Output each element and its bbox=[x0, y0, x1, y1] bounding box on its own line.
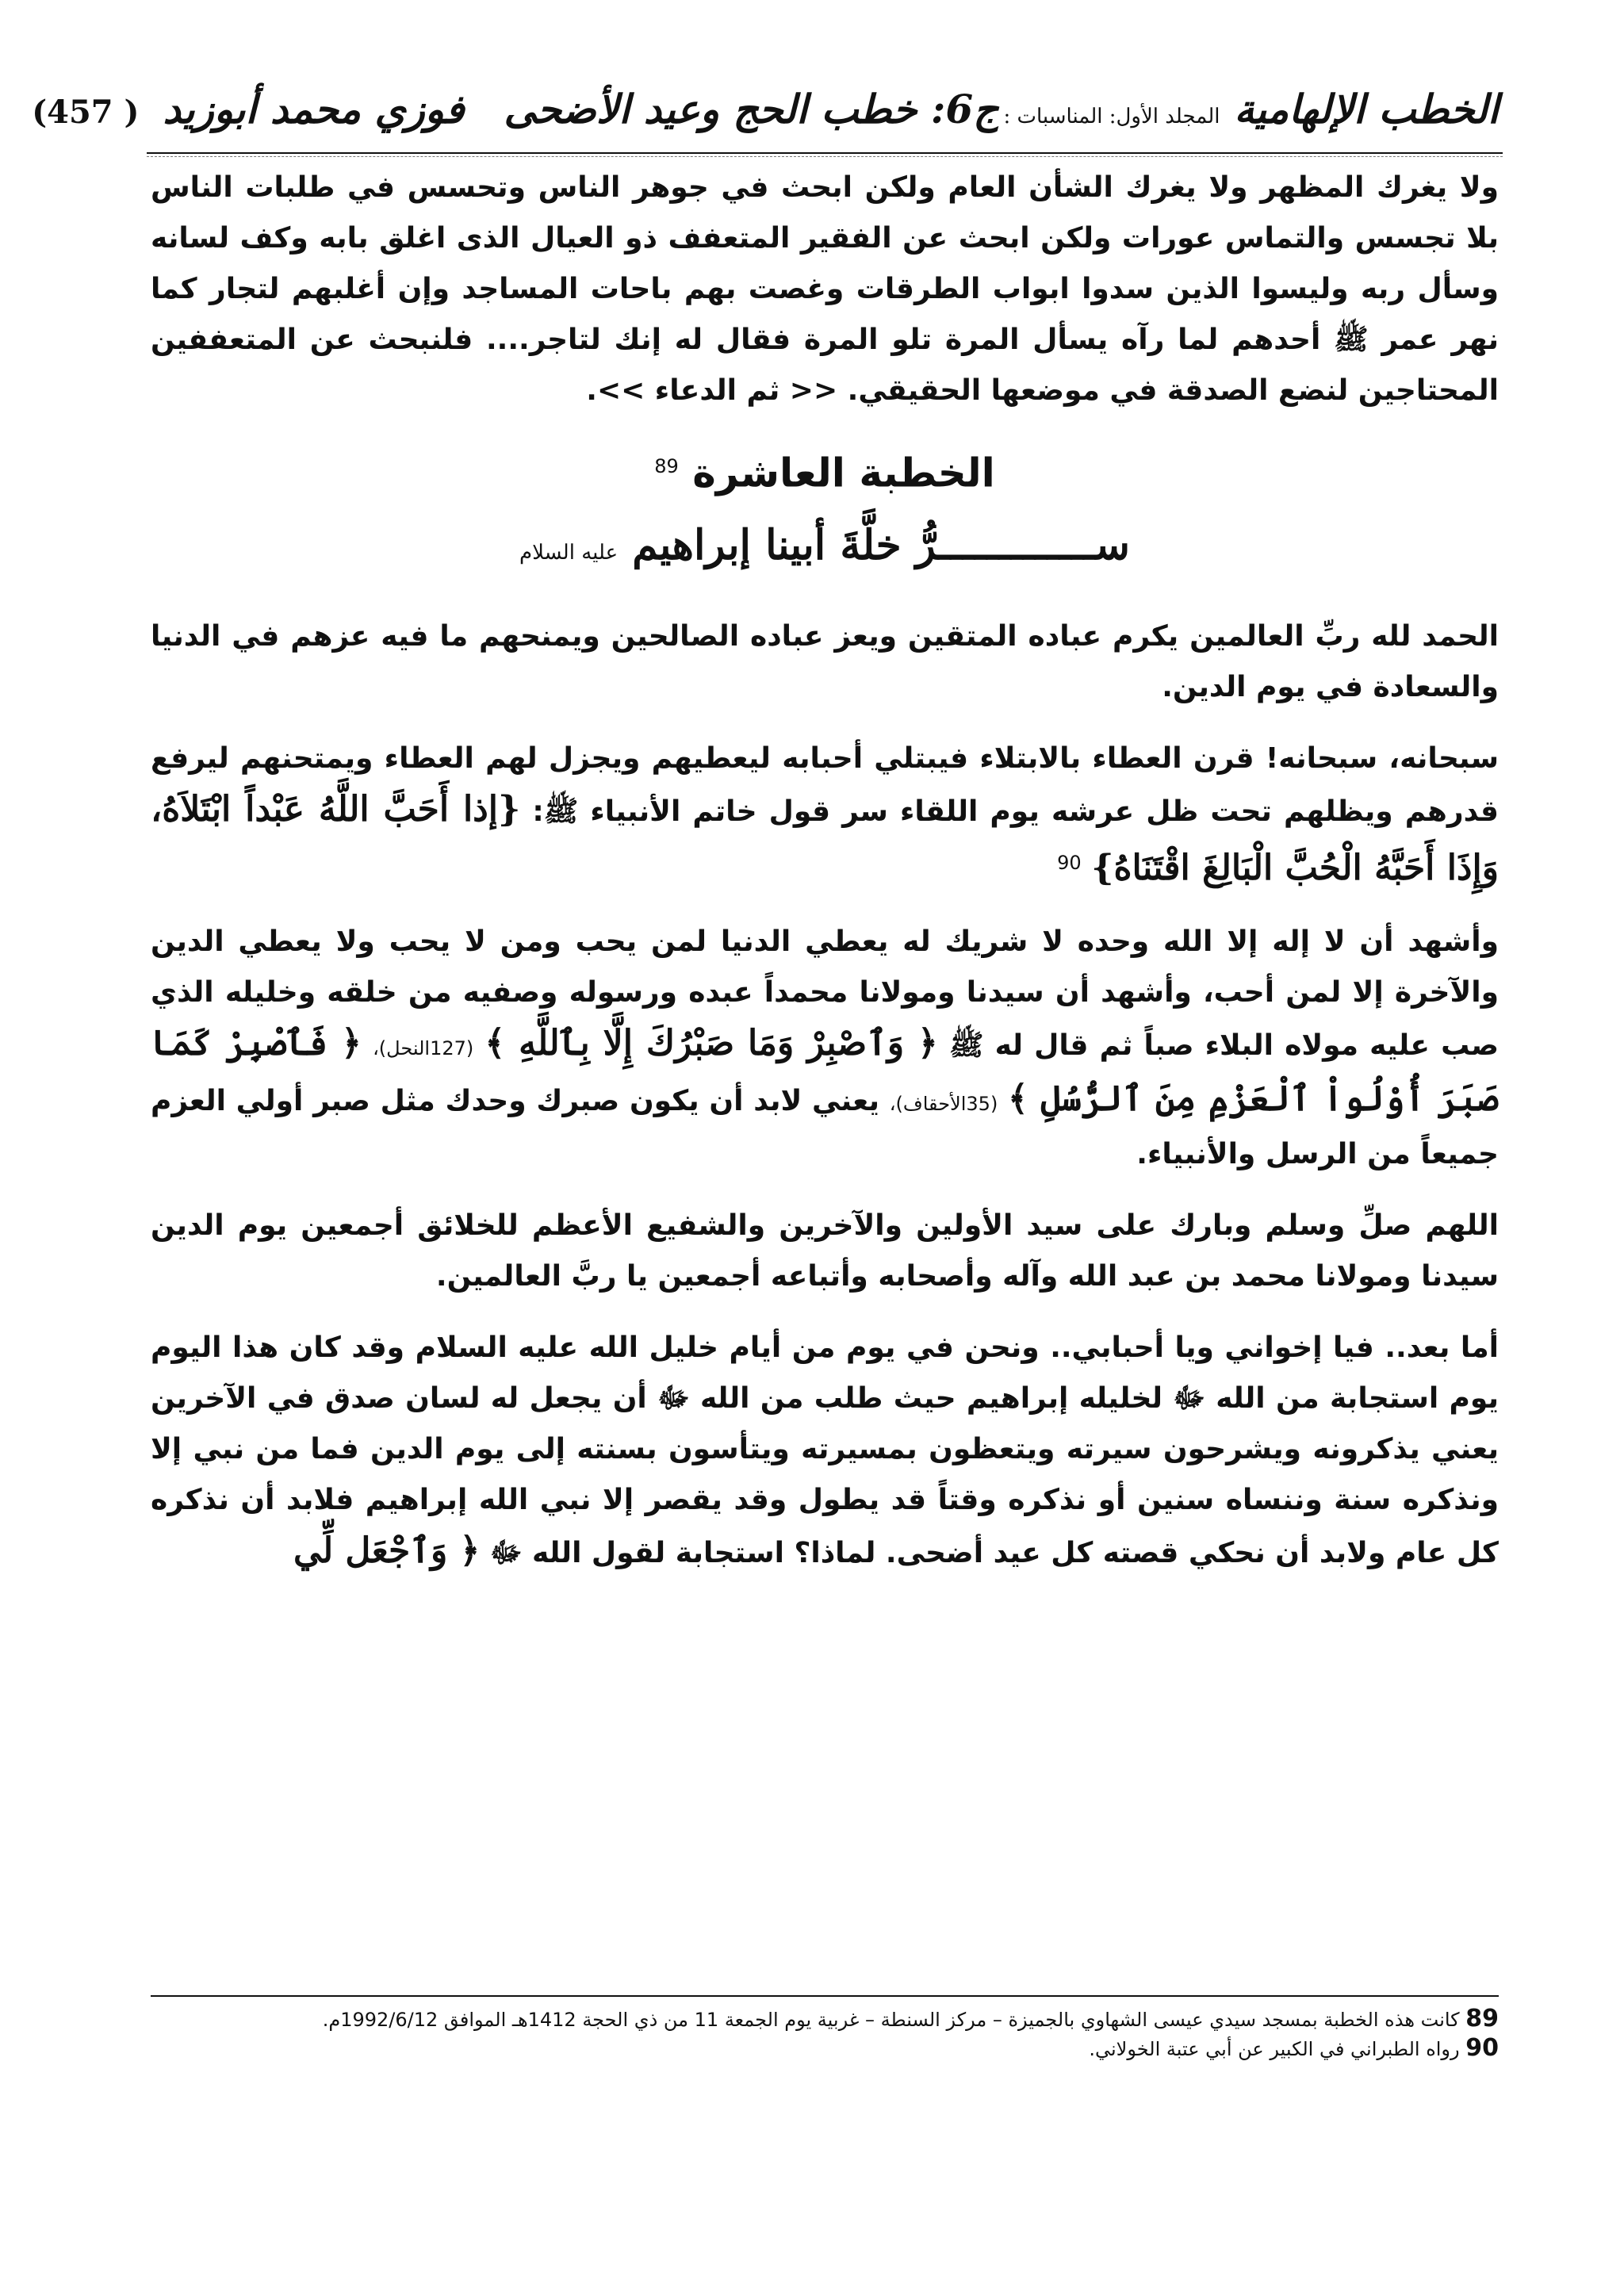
chapter-title: ج6: خطب الحج وعيد الأضحى bbox=[504, 86, 999, 132]
running-header bbox=[32, 86, 1499, 149]
footnote-89-text: كانت هذه الخطبة بمسجد سيدي عيسى الشهاوي بالجميزة – مركز السنطة – غربية يوم الجمعة 11 من ذي الحجة 1412هـ الموافق 1992/6/12م. bbox=[322, 2009, 1460, 2031]
footnote-89 bbox=[151, 2005, 1499, 2034]
paragraph-2: الحمد لله ربِّ العالمين يكرم عباده المتقين ويعز عباده الصالحين ويمنحهم ما فيه عزهم في الدنيا والسعادة في يوم الدين. bbox=[151, 619, 1499, 703]
honorific: عليه السلام bbox=[519, 540, 619, 565]
quran-quote-3: ﴿ وَٱجْعَل لِّي bbox=[293, 1530, 481, 1571]
paragraph-1-end: << ثم الدعاء >>. bbox=[586, 374, 838, 407]
book-title: الخطب الإلهامية bbox=[1234, 86, 1499, 132]
footnotes bbox=[151, 2005, 1499, 2063]
paragraph-1 bbox=[151, 163, 1499, 416]
body-text bbox=[151, 163, 1499, 1599]
quran-quote-2: ﴿ فَٱصْبِرْ كَمَا صَبَرَ أُوْلُواْ ٱلْعَزْمِ مِنَ ٱلرُّسُلِ ﴾ bbox=[151, 1022, 1500, 1119]
khutba-title bbox=[151, 439, 1499, 501]
quran-ref-2: (35الأحقاف)، bbox=[889, 1092, 998, 1115]
paragraph-4 bbox=[151, 917, 1499, 1180]
paragraph-3 bbox=[151, 734, 1499, 896]
footnote-90 bbox=[151, 2034, 1499, 2063]
header-rule bbox=[147, 152, 1503, 154]
author-name: فوزي محمد أبوزيد bbox=[163, 86, 465, 132]
paragraph-5: اللهم صلِّ وسلم وبارك على سيد الأولين والآخرين والشفيع الأعظم للخلائق أجمعين يوم الدين سيدنا ومولانا محمد بن عبد الله وآله وأصحابه وأتباعه أجمعين يا ربَّ العالمين. bbox=[151, 1209, 1499, 1293]
khutba-subtitle bbox=[151, 514, 1499, 584]
footnote-89-number: 89 bbox=[1465, 2005, 1499, 2032]
paragraph-4-text-b: يعني لابد أن يكون صبرك وحدك مثل صبر أولي العزم جميعاً من الرسل والأنبياء. bbox=[151, 1084, 1499, 1170]
page-number: (457 ) bbox=[32, 94, 140, 131]
footnote-ref-90: 90 bbox=[1057, 851, 1082, 874]
paragraph-3-text: سبحانه، سبحانه! قرن العطاء بالابتلاء فيبتلي أحبابه ليعطيهم ويجزل لهم العطاء ويمتحنهم ليرفع قدرهم ويظلهم تحت ظل عرشه يوم اللقاء سر قول خاتم الأنبياء ﷺ: bbox=[151, 741, 1499, 828]
khutba-subtitle-text: ســـــــــــــرُّ خلَّةَ أبينا إبراهيم bbox=[632, 520, 1131, 569]
footnote-ref-89: 89 bbox=[654, 455, 679, 477]
header-rule-dashed bbox=[147, 156, 1503, 157]
quran-quote-1: ﴿ وَٱصْبِرْ وَمَا صَبْرُكَ إِلَّا بِٱللَّهِ ﴾ bbox=[485, 1022, 938, 1063]
footnote-rule bbox=[151, 1995, 1499, 1997]
khutba-title-text: الخطبة العاشرة bbox=[692, 450, 995, 496]
footnote-90-number: 90 bbox=[1465, 2034, 1499, 2062]
hadith-quote: {إذا أَحَبَّ اللَّهُ عَبْداً ابْتَلاَهُ، وَإِذَا أَحَبَّهُ الْحُبَّ الْبَالِغَ اقْتَنَاهُ} bbox=[151, 788, 1499, 888]
footnote-90-text: رواه الطبراني في الكبير عن أبي عتبة الخولاني. bbox=[1089, 2038, 1460, 2060]
paragraph-1-text: ولا يغرك المظهر ولا يغرك الشأن العام ولكن ابحث في جوهر الناس وتحسس في طلبات الناس بلا تجسس والتماس عورات ولكن ابحث عن الفقير المتعفف ذو العيال الذى اغلق بابه وكف لسانه وسأل ربه وليسوا الذين سدوا ابواب الطرقات وغصت بهم باحات المساجد وإن أغلبهم لتجار كما نهر عمر ﷺ أحدهم لما رآه يسأل المرة تلو المرة فقال له إنك لتاجر.... فلنبحث عن المتعففين المحتاجين لنضع الصدقة في موضعها الحقيقي. bbox=[151, 171, 1499, 407]
paragraph-4-text-a: وأشهد أن لا إله إلا الله وحده لا شريك له يعطي الدنيا لمن يحب ومن لا يحب ولا يعطي الدين والآخرة إلا لمن أحب، وأشهد أن سيدنا ومولانا محمداً عبده ورسوله وصفيه من خلقه وخليله الذي صب عليه مولاه البلاء صباً ثم قال له ﷺ bbox=[151, 925, 1499, 1062]
paragraph-6-text: أما بعد.. فيا إخواني ويا أحبابي.. ونحن في يوم من أيام خليل الله عليه السلام وقد كان هذا اليوم يوم استجابة من الله ﷻ لخليله إبراهيم حيث طلب من الله ﷻ أن يجعل له لسان صدق في الآخرين يعني يذكرونه ويشرحون سيرته ويتعظون بمسيرته ويتأسون بسنته إلى يوم الدين فما من نبي إلا ونذكره سنة وننساه سنين أو نذكره وقتاً قد يطول وقد يقصر إلا نبي الله إبراهيم فلابد أن نذكره كل عام ولابد أن نحكي قصته كل عيد أضحى. لماذا؟ استجابة لقول الله ﷻ bbox=[151, 1331, 1499, 1569]
paragraph-6 bbox=[151, 1323, 1499, 1579]
quran-ref-1: (127النحل)، bbox=[373, 1036, 474, 1059]
volume-label: المجلد الأول: المناسبات : bbox=[1003, 105, 1220, 128]
